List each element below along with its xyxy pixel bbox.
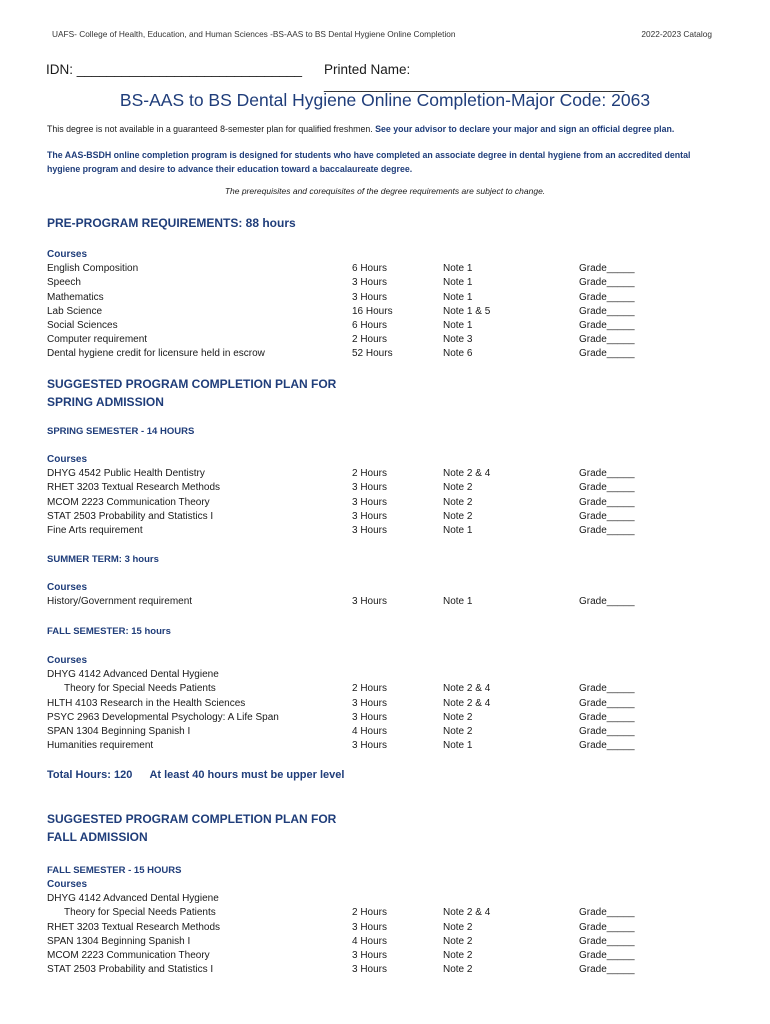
id-line [46,62,706,92]
courses-label: Courses [47,655,88,666]
grade-blank: Grade_____ [579,319,635,331]
grade-blank: Grade_____ [579,496,635,508]
spring-rows [47,467,667,538]
course-note: Note 2 [443,949,473,961]
course-hours: 6 Hours [352,319,388,331]
total-hours [47,769,344,781]
courses-label: Courses [47,582,88,593]
course-note: Note 1 [443,277,473,289]
table-row [47,467,667,481]
course-hours: 3 Hours [352,740,388,752]
table-row [47,668,667,682]
course-hours: 6 Hours [352,263,388,275]
table-row [47,739,667,753]
grade-blank: Grade_____ [579,291,635,303]
fall-admission-rows [47,906,667,977]
table-row [47,319,667,333]
course-name: Mathematics [47,291,104,303]
course-hours: 3 Hours [352,482,388,494]
table-row [47,725,667,739]
course-name: Theory for Special Needs Patients [64,907,216,919]
course-name: STAT 2503 Probability and Statistics I [47,510,214,522]
course-name: MCOM 2223 Communication Theory [47,949,210,961]
course-hours: 3 Hours [352,596,388,608]
spring-semester-title: SPRING SEMESTER - 14 HOURS [47,426,195,437]
table-row [47,921,667,935]
course-name: RHET 3203 Textual Research Methods [47,921,221,933]
course-name: Humanities requirement [47,740,154,752]
grade-blank: Grade_____ [579,964,635,976]
course-name: STAT 2503 Probability and Statistics I [47,964,214,976]
grade-blank: Grade_____ [579,482,635,494]
grade-blank: Grade_____ [579,468,635,480]
grade-blank: Grade_____ [579,263,635,275]
course-note: Note 1 [443,740,473,752]
course-name: SPAN 1304 Beginning Spanish I [47,935,191,947]
grade-blank: Grade_____ [579,596,635,608]
table-row [47,906,667,920]
course-name: SPAN 1304 Beginning Spanish I [47,725,191,737]
course-note: Note 2 [443,921,473,933]
course-hours: 3 Hours [352,524,388,536]
grade-blank: Grade_____ [579,711,635,723]
table-row [47,262,667,276]
courses-label: Courses [47,454,88,465]
header-left-text: UAFS- College of Health, Education, and Human Sciences -BS-AAS to BS Dental Hygiene Online Completion [52,29,456,39]
table-row [47,711,667,725]
printed-name-field: Printed Name: ________________________________________ [324,62,625,92]
grade-blank: Grade_____ [579,305,635,317]
grade-blank: Grade_____ [579,697,635,709]
table-row [47,276,667,290]
spring-plan-title [47,376,336,411]
course-name: RHET 3203 Textual Research Methods [47,482,221,494]
catalog-year: 2022-2023 Catalog [641,29,712,39]
intro-plain-text: This degree is not available in a guaranteed 8-semester plan for qualified freshmen. [47,124,373,134]
table-row [47,892,667,906]
grade-blank: Grade_____ [579,510,635,522]
table-row [47,697,667,711]
course-name: PSYC 2963 Developmental Psychology: A Life Span [47,711,279,723]
grade-blank: Grade_____ [579,277,635,289]
course-note: Note 2 & 4 [443,683,491,695]
course-name: Lab Science [47,305,103,317]
course-name: Theory for Special Needs Patients [64,683,216,695]
courses-label: Courses [47,879,88,890]
spring-semester-table [47,453,667,538]
courses-label: Courses [47,249,88,260]
intro-line-1 [47,122,727,136]
preprogram-title: PRE-PROGRAM REQUIREMENTS: 88 hours [47,216,296,230]
course-hours: 2 Hours [352,907,388,919]
table-row [47,595,667,609]
course-hours: 2 Hours [352,468,388,480]
spring-plan-title-line2: SPRING ADMISSION [47,394,164,409]
course-name: Computer requirement [47,334,148,346]
course-note: Note 2 [443,935,473,947]
preprogram-rows [47,262,667,361]
course-hours: 4 Hours [352,725,388,737]
table-row [47,333,667,347]
course-note: Note 2 & 4 [443,697,491,709]
course-note: Note 2 [443,510,473,522]
page-header [52,29,712,39]
course-note: Note 1 [443,319,473,331]
course-hours: 3 Hours [352,697,388,709]
total-hours-text: Total Hours: 120 [47,769,133,781]
grade-blank: Grade_____ [579,683,635,695]
upper-level-text: At least 40 hours must be upper level [149,769,345,781]
course-hours: 3 Hours [352,291,388,303]
intro-advisor-text: See your advisor to declare your major and sign an official degree plan. [375,124,675,134]
course-hours: 2 Hours [352,334,388,346]
idn-field: IDN: ______________________________ [46,62,302,77]
table-row [47,305,667,319]
fall-plan-title-line2: FALL ADMISSION [47,829,148,844]
fall-admission-table [47,878,667,977]
course-note: Note 1 & 5 [443,305,491,317]
course-note: Note 6 [443,348,473,360]
course-name: DHYG 4142 Advanced Dental Hygiene [47,893,219,905]
grade-blank: Grade_____ [579,348,635,360]
grade-blank: Grade_____ [579,949,635,961]
course-name: DHYG 4542 Public Health Dentistry [47,468,205,480]
fall-plan-title [47,811,336,846]
summer-term-title: SUMMER TERM: 3 hours [47,554,159,565]
fall-semester-title: FALL SEMESTER: 15 hours [47,626,171,637]
table-row [47,524,667,538]
table-row [47,291,667,305]
grade-blank: Grade_____ [579,935,635,947]
grade-blank: Grade_____ [579,725,635,737]
grade-blank: Grade_____ [579,921,635,933]
intro-description: The AAS-BSDH online completion program is designed for students who have completed an associate degree in dental hygiene from an accredited dental hygiene program and desire to advance their education toward a baccalaureate degree. [47,150,691,174]
course-note: Note 2 [443,711,473,723]
course-name: History/Government requirement [47,596,193,608]
table-row [47,510,667,524]
course-note: Note 2 [443,964,473,976]
table-row [47,481,667,495]
course-name: Dental hygiene credit for licensure held in escrow [47,348,265,360]
fall-rows [47,682,667,753]
table-row [47,347,667,361]
course-name: Social Sciences [47,319,118,331]
course-note: Note 2 [443,725,473,737]
course-name: English Composition [47,263,139,275]
course-note: Note 2 & 4 [443,907,491,919]
summer-rows [47,595,667,609]
fall-admission-semester-title: FALL SEMESTER - 15 HOURS [47,865,182,876]
preprogram-table [47,248,667,362]
table-row [47,963,667,977]
course-hours: 2 Hours [352,683,388,695]
page-title: BS-AAS to BS Dental Hygiene Online Completion-Major Code: 2063 [119,90,651,110]
course-note: Note 1 [443,524,473,536]
course-note: Note 1 [443,263,473,275]
course-name: Speech [47,277,81,289]
course-name: DHYG 4142 Advanced Dental Hygiene [47,669,219,681]
prereq-note: The prerequisites and corequisites of the degree requirements are subject to change. [224,186,546,196]
course-hours: 3 Hours [352,496,388,508]
table-row [47,949,667,963]
course-hours: 3 Hours [352,949,388,961]
course-name: HLTH 4103 Research in the Health Sciences [47,697,246,709]
grade-blank: Grade_____ [579,740,635,752]
course-note: Note 1 [443,596,473,608]
course-note: Note 1 [443,291,473,303]
course-hours: 3 Hours [352,277,388,289]
table-row [47,935,667,949]
course-hours: 3 Hours [352,510,388,522]
grade-blank: Grade_____ [579,524,635,536]
course-hours: 52 Hours [352,348,393,360]
course-note: Note 2 & 4 [443,468,491,480]
course-hours: 3 Hours [352,964,388,976]
grade-blank: Grade_____ [579,907,635,919]
course-note: Note 2 [443,496,473,508]
fall-plan-title-line1: SUGGESTED PROGRAM COMPLETION PLAN FOR [47,812,337,826]
course-note: Note 2 [443,482,473,494]
course-note: Note 3 [443,334,473,346]
course-name: Fine Arts requirement [47,524,143,536]
course-hours: 4 Hours [352,935,388,947]
course-hours: 16 Hours [352,305,393,317]
spring-plan-title-line1: SUGGESTED PROGRAM COMPLETION PLAN FOR [47,377,337,391]
course-hours: 3 Hours [352,921,388,933]
table-row [47,682,667,696]
course-hours: 3 Hours [352,711,388,723]
table-row [47,496,667,510]
fall-semester-table [47,654,667,753]
grade-blank: Grade_____ [579,334,635,346]
summer-term-table [47,581,667,609]
course-name: MCOM 2223 Communication Theory [47,496,210,508]
